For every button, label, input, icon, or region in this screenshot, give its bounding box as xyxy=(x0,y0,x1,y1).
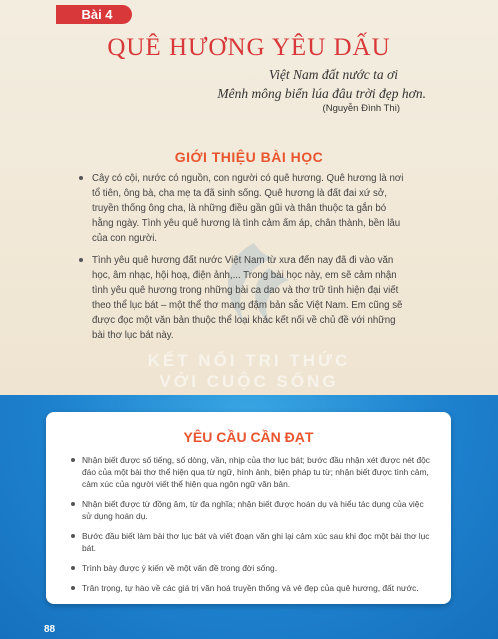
watermark xyxy=(0,350,498,392)
epigraph-author: (Nguyễn Đình Thi) xyxy=(322,103,400,114)
requirements-list xyxy=(82,454,432,602)
requirement-item: Trình bày được ý kiến về một vấn đề trong đời sống. xyxy=(82,562,432,574)
requirement-item: Nhận biết được số tiếng, số dòng, vần, nhịp của thơ lục bát; bước đầu nhận xét được nét độc đáo của một bài thơ thể hiện qua từ ngữ, hình ảnh, biện pháp tu từ; nhận biết được tình cảm, cảm xúc của người viết thể hiện qua ngôn ngữ văn bản. xyxy=(82,454,432,490)
requirement-item: Trân trọng, tự hào về các giá trị văn hoá truyền thống và vẻ đẹp của quê hương, đất nước. xyxy=(82,582,432,594)
intro-paragraph: Cây có cội, nước có nguồn, con người có quê hương. Quê hương là nơi tổ tiên, ông bà, cha mẹ ta đã sinh sống. Quê hương là đất đai xứ sở, truyền thống ông cha, là những điều gần gũi và thân thuộc ta gắn bó hằng ngày. Tình yêu quê hương là tình cảm ấm áp, chân thành, bền lâu của con người. xyxy=(90,171,408,246)
page-number: 88 xyxy=(44,624,56,635)
intro-heading: GIỚI THIỆU BÀI HỌC xyxy=(174,149,324,165)
requirement-item: Nhận biết được từ đồng âm, từ đa nghĩa; nhận biết được hoán dụ và hiểu tác dụng của việc sử dụng hoán dụ. xyxy=(82,498,432,522)
epigraph xyxy=(217,65,426,103)
epigraph-line-2: Mênh mông biển lúa đâu trời đẹp hơn. xyxy=(217,86,426,101)
requirement-item: Bước đầu biết làm bài thơ lục bát và viết đoạn văn ghi lại cảm xúc sau khi đọc một bài thơ lục bát. xyxy=(82,530,432,554)
intro-list xyxy=(90,171,408,350)
lesson-title: QUÊ HƯƠNG YÊU DẤU xyxy=(107,34,391,61)
watermark-line-1: KẾT NỐI TRI THỨC xyxy=(147,351,351,370)
epigraph-line-1: Việt Nam đất nước ta ơi xyxy=(268,67,398,82)
requirements-card xyxy=(46,412,451,604)
requirements-heading: YÊU CẦU CẦN ĐẠT xyxy=(183,429,314,445)
intro-paragraph: Tình yêu quê hương đất nước Việt Nam từ xưa đến nay đã đi vào văn học, âm nhạc, hội hoạ, điện ảnh,... Trong bài học này, em sẽ cảm nhận tình yêu quê hương trong những bài ca dao và thơ trữ tình hiện đại viết theo thể lục bát – một thể thơ mang đậm bản sắc Việt Nam. Em cũng sẽ được đọc một văn bản thuộc thể loại khác kết nối về chủ đề với những bài thơ lục bát này. xyxy=(90,253,408,343)
lesson-tag: Bài 4 xyxy=(62,5,132,24)
watermark-line-2: VỚI CUỘC SỐNG xyxy=(159,372,339,391)
